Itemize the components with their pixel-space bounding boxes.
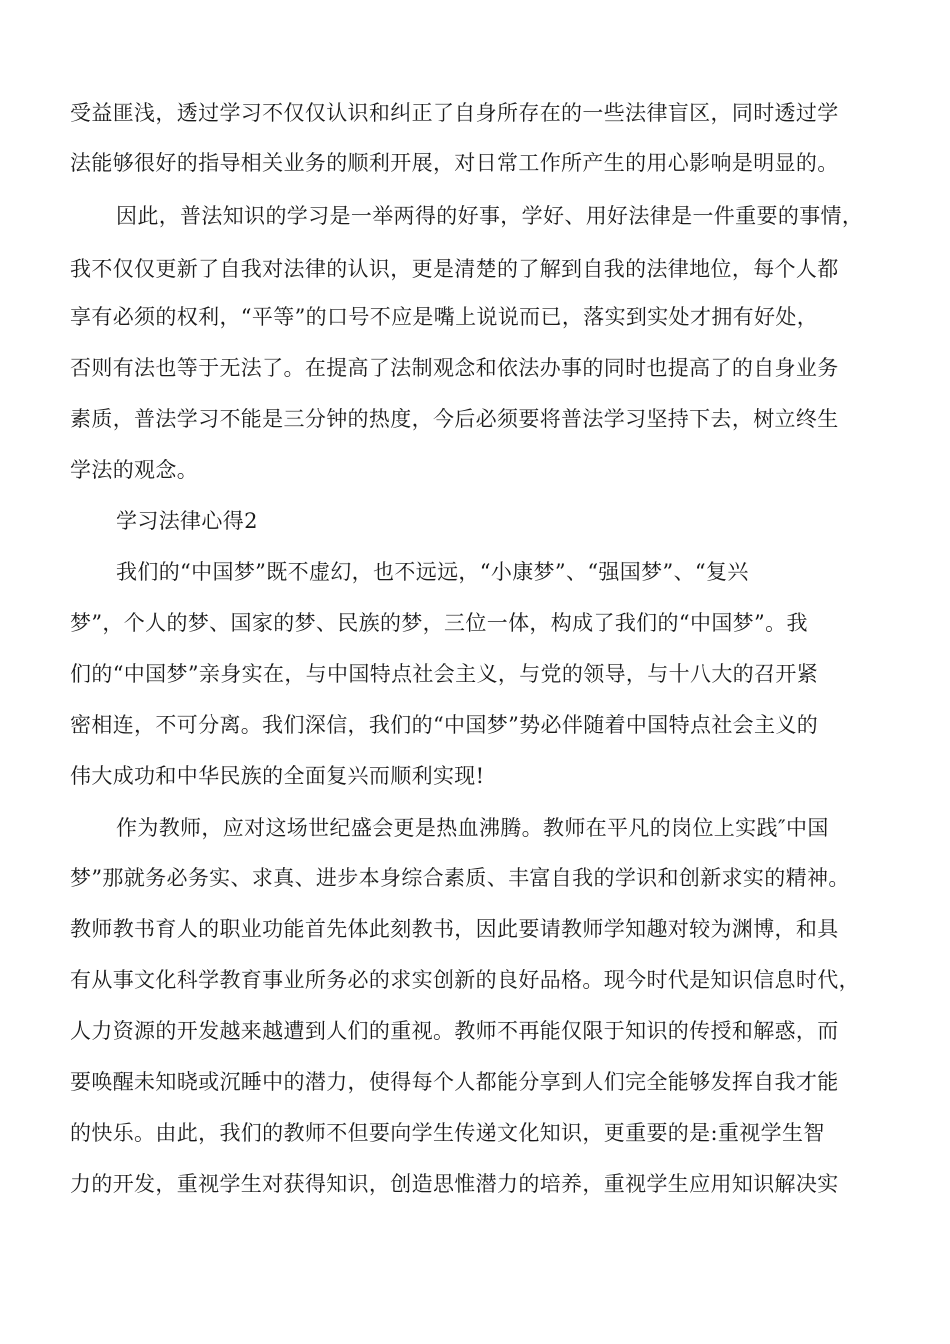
paragraph-2-line-2: 我不仅仅更新了自我对法律的认识，更是清楚的了解到自我的法律地位，每个人都: [70, 257, 839, 281]
paragraph-4-line-3: 教师教书育人的职业功能首先体此刻教书，因此要请教师学知趣对较为渊博，和具: [70, 917, 839, 941]
section-heading: 学习法律心得2: [116, 509, 258, 533]
paragraph-3-line-4: 密相连，不可分离。我们深信，我们的“中国梦”势必伴随着中国特点社会主义的: [70, 713, 819, 737]
paragraph-4-line-2: 梦”那就务必务实、求真、进步本身综合素质、丰富自我的学识和创新求实的精神。: [70, 866, 850, 890]
paragraph-2-line-3: 享有必须的权利，“平等”的口号不应是嘴上说说而已，落实到实处才拥有好处，: [70, 305, 819, 329]
paragraph-4-line-1: 作为教师，应对这场世纪盛会更是热血沸腾。教师在平凡的岗位上实践″中国: [116, 816, 829, 840]
paragraph-2-line-6: 学法的观念。: [70, 458, 199, 482]
paragraph-2-line-4: 否则有法也等于无法了。在提高了法制观念和依法办事的同时也提高了的自身业务: [70, 356, 839, 380]
paragraph-4-line-4: 有从事文化科学教育事业所务必的求实创新的良好品格。现今时代是知识信息时代，: [70, 968, 860, 992]
paragraph-4-line-8: 力的开发，重视学生对获得知识，创造思惟潜力的培养，重视学生应用知识解决实: [70, 1172, 839, 1196]
paragraph-4-line-6: 要唤醒未知晓或沉睡中的潜力，使得每个人都能分享到人们完全能够发挥自我才能: [70, 1070, 839, 1094]
paragraph-3-line-1: 我们的“中国梦”既不虚幻，也不远远，“小康梦”、“强国梦”、“复兴: [116, 560, 749, 584]
paragraph-2-line-1: 因此，普法知识的学习是一举两得的好事，学好、用好法律是一件重要的事情，: [116, 204, 864, 228]
paragraph-3-line-2: 梦”，个人的梦、国家的梦、民族的梦，三位一体，构成了我们的“中国梦”。我: [70, 611, 808, 635]
paragraph-2-line-5: 素质，普法学习不能是三分钟的热度，今后必须要将普法学习坚持下去，树立终生: [70, 407, 839, 431]
paragraph-3-line-3: 们的“中国梦”亲身实在，与中国特点社会主义，与党的领导，与十八大的召开紧: [70, 662, 819, 686]
paragraph-1-line-1: 受益匪浅，透过学习不仅仅认识和纠正了自身所存在的一些法律盲区，同时透过学: [70, 101, 839, 125]
paragraph-1-line-2: 法能够很好的指导相关业务的顺利开展，对日常工作所产生的用心影响是明显的。: [70, 151, 839, 175]
paragraph-3-line-5: 伟大成功和中华民族的全面复兴而顺利实现!: [70, 764, 485, 788]
paragraph-4-line-5: 人力资源的开发越来越遭到人们的重视。教师不再能仅限于知识的传授和解惑，而: [70, 1019, 839, 1043]
paragraph-4-line-7: 的快乐。由此，我们的教师不但要向学生传递文化知识，更重要的是:重视学生智: [70, 1121, 825, 1145]
